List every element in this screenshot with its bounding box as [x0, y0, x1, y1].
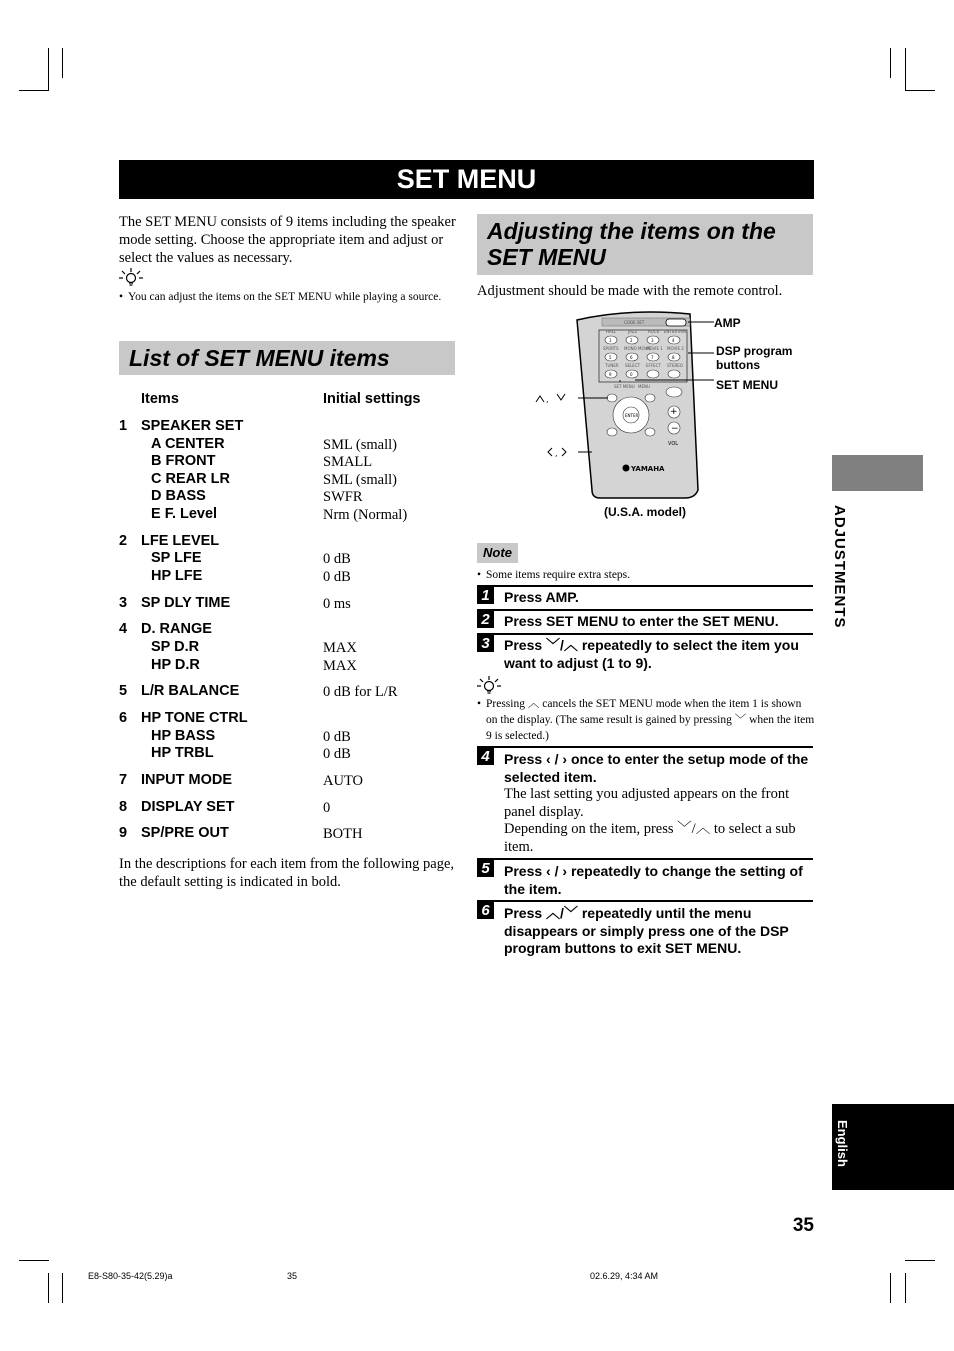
step-divider: [477, 900, 813, 902]
language-tab: [832, 1104, 954, 1190]
table-row: [0, 533, 455, 550]
table-row: [0, 799, 455, 816]
footer-timestamp: 02.6.29, 4:34 AM: [590, 1271, 659, 1281]
item-label: C REAR LR: [151, 471, 230, 487]
step-divider: [477, 746, 813, 748]
svg-text:TUNER: TUNER: [605, 363, 619, 368]
tip-2-post: when the item 9 is selected.): [486, 714, 815, 742]
tip-2-mid: cancels the SET MENU mode when the item 1 is shown on the display. (The same result is gained by pressing: [486, 698, 802, 726]
table-row: [0, 772, 455, 789]
table-row: [0, 488, 455, 505]
adjust-intro: Adjustment should be made with the remote control.: [477, 283, 783, 299]
crop-mark: [48, 1273, 49, 1303]
step-divider: [477, 858, 813, 860]
step-4-text: [504, 751, 814, 856]
item-label: INPUT MODE: [141, 772, 233, 788]
step-1-number: 1: [477, 587, 494, 604]
item-initial-value: 0 dB: [323, 746, 351, 762]
left-right-arrows-icon: ‹ / ›: [546, 863, 568, 879]
item-number: 3: [119, 595, 128, 611]
svg-text:STEREO: STEREO: [667, 363, 683, 368]
item-label: HP LFE: [151, 568, 203, 584]
intro-text: The SET MENU consists of 9 items including the speaker mode setting. Choose the appropriate item and adjust or select the values as necessary.: [119, 214, 456, 266]
step-4-detail-1: The last setting you adjusted appears on the front panel display.: [504, 786, 790, 820]
step-3-number: 3: [477, 635, 494, 652]
closing-text: In the descriptions for each item from the following page, the default setting is indicated in bold.: [119, 856, 455, 890]
item-initial-value: AUTO: [323, 773, 364, 789]
crop-mark: [19, 1260, 49, 1261]
svg-text:9: 9: [609, 372, 612, 377]
crop-mark: [19, 90, 49, 91]
item-label: HP TONE CTRL: [141, 710, 248, 726]
item-initial-value: 0 dB for L/R: [323, 684, 398, 700]
down-up-arrows-icon: ﹀/︿: [546, 637, 578, 653]
table-row: [0, 710, 455, 727]
step-4-post: once to enter the setup mode of the selected item.: [504, 751, 809, 785]
table-row: [0, 639, 455, 656]
item-label: HP D.R: [151, 657, 200, 673]
intro-tip: • You can adjust the items on the SET MENU while playing a source.: [119, 289, 459, 305]
item-label: HP BASS: [151, 728, 216, 744]
svg-text:ENTER: ENTER: [625, 413, 639, 418]
crop-mark: [905, 48, 906, 90]
svg-text:JAZZ: JAZZ: [628, 329, 638, 334]
item-number: 2: [119, 533, 128, 549]
callout-dsp-buttons: DSP program buttons: [716, 344, 793, 372]
table-row: [0, 825, 455, 842]
col-initial-header: Initial settings: [323, 391, 421, 407]
svg-text:MOVIE 2: MOVIE 2: [667, 346, 684, 351]
svg-text:MONO MOVIE: MONO MOVIE: [624, 346, 651, 351]
language-tab-label: English: [835, 1120, 850, 1167]
item-label: LFE LEVEL: [141, 533, 220, 549]
svg-text:MOVIE 1: MOVIE 1: [646, 346, 663, 351]
item-initial-value: SML (small): [323, 472, 397, 488]
svg-text:3: 3: [651, 338, 654, 343]
item-label: SPEAKER SET: [141, 418, 244, 434]
svg-text:,: ,: [555, 449, 558, 458]
table-row: [0, 683, 455, 700]
svg-text:,: ,: [546, 395, 549, 404]
table-row: [0, 595, 455, 612]
svg-text:SPORTS: SPORTS: [603, 346, 619, 351]
step-4-pre: Press: [504, 751, 543, 767]
table-row: [0, 506, 455, 523]
svg-text:4: 4: [672, 338, 675, 343]
step-5-text: [504, 863, 814, 898]
svg-text:CODE SET: CODE SET: [624, 320, 645, 325]
page-title: SET MENU: [119, 160, 814, 199]
item-initial-value: SML (small): [323, 437, 397, 453]
item-number: 8: [119, 799, 128, 815]
svg-text:SET MENU: SET MENU: [614, 384, 635, 389]
footer-page: 35: [287, 1271, 298, 1281]
svg-text:HALL: HALL: [606, 329, 617, 334]
page-number: 35: [792, 1215, 814, 1236]
crop-mark: [905, 1260, 935, 1261]
crop-mark: [905, 90, 935, 91]
step-6-text: [504, 905, 814, 958]
step-4-detail-2-post: to select a sub item.: [504, 821, 796, 855]
item-number: 5: [119, 683, 128, 699]
crop-mark: [62, 48, 63, 78]
svg-text:1: 1: [609, 338, 612, 343]
svg-text:+: +: [670, 407, 678, 417]
item-label: SP/PRE OUT: [141, 825, 229, 841]
item-initial-value: MAX: [323, 640, 357, 656]
table-row: [0, 621, 455, 638]
svg-text:6: 6: [630, 355, 633, 360]
step-divider: [477, 633, 813, 635]
step-1-text: Press AMP.: [504, 589, 579, 605]
item-initial-value: 0 dB: [323, 569, 351, 585]
item-number: 6: [119, 710, 128, 726]
step-4-detail-2-pre: Depending on the item, press: [504, 821, 674, 837]
table-row: [0, 550, 455, 567]
item-initial-value: 0: [323, 800, 331, 816]
svg-text:SELECT: SELECT: [625, 363, 641, 368]
item-label: DISPLAY SET: [141, 799, 235, 815]
svg-text:8: 8: [672, 355, 675, 360]
item-initial-value: 0 ms: [323, 596, 351, 612]
crop-mark: [48, 48, 49, 90]
remote-vol-label: VOL: [668, 441, 679, 447]
step-4-number: 4: [477, 748, 494, 765]
tip-2-pre: Pressing: [486, 698, 525, 710]
svg-text:2: 2: [630, 338, 633, 343]
item-initial-value: BOTH: [323, 826, 363, 842]
crop-mark: [905, 1273, 906, 1303]
table-row: [0, 657, 455, 674]
item-label: D. RANGE: [141, 621, 212, 637]
remote-control-illustration: [530, 308, 820, 530]
item-label: A CENTER: [151, 436, 225, 452]
list-heading: List of SET MENU items: [119, 341, 455, 375]
step-6-post: repeatedly until the menu disappears or simply press one of the DSP program buttons to exit SET MENU.: [504, 905, 789, 956]
down-arrow-icon: ﹀: [734, 714, 747, 726]
svg-text:5: 5: [609, 355, 612, 360]
table-row: [0, 728, 455, 745]
side-tab-adjustments: ADJUSTMENTS: [831, 505, 848, 629]
item-label: L/R BALANCE: [141, 683, 240, 699]
item-label: SP DLY TIME: [141, 595, 231, 611]
adjust-heading: Adjusting the items on the SET MENU: [477, 214, 813, 275]
item-initial-value: SWFR: [323, 489, 363, 505]
step-divider: [477, 609, 813, 611]
table-row: [0, 453, 455, 470]
svg-text:7: 7: [651, 355, 654, 360]
item-label: SP D.R: [151, 639, 200, 655]
remote-caption: (U.S.A. model): [604, 505, 687, 519]
note-item: • Some items require extra steps.: [477, 567, 813, 583]
crop-mark: [890, 1273, 891, 1303]
item-initial-value: MAX: [323, 658, 357, 674]
step-4-detail-2: [504, 821, 814, 856]
table-row: [0, 436, 455, 453]
note-label: Note: [477, 543, 518, 563]
table-row: [0, 471, 455, 488]
step-2-text: Press SET MENU to enter the SET MENU.: [504, 613, 779, 629]
section-tab-marker: [832, 455, 923, 491]
callout-set-menu: SET MENU: [716, 378, 779, 392]
item-label: SP LFE: [151, 550, 202, 566]
crop-mark: [890, 48, 891, 78]
item-label: D BASS: [151, 488, 206, 504]
down-up-arrows-icon: ﹀/︿: [677, 821, 711, 837]
step-5-number: 5: [477, 860, 494, 877]
item-initial-value: 0 dB: [323, 729, 351, 745]
item-initial-value: Nrm (Normal): [323, 507, 408, 523]
svg-text:−: −: [671, 424, 679, 434]
svg-text:ROCK: ROCK: [648, 329, 660, 334]
crop-mark: [62, 1273, 63, 1303]
step-5-pre: Press: [504, 863, 543, 879]
svg-text:0: 0: [630, 372, 633, 377]
col-items-header: Items: [141, 391, 179, 407]
step-3-pre: Press: [504, 637, 543, 653]
up-arrow-icon: ︿: [527, 698, 540, 710]
step-6-pre: Press: [504, 905, 543, 921]
callout-amp: AMP: [714, 316, 741, 330]
tip-icon: [477, 676, 501, 694]
item-initial-value: SMALL: [323, 454, 373, 470]
step-6-number: 6: [477, 902, 494, 919]
step-divider: [477, 585, 813, 587]
table-row: [0, 418, 455, 435]
step-5-post: repeatedly to change the setting of the item.: [504, 863, 803, 897]
item-label: HP TRBL: [151, 745, 214, 761]
remote-brand: YAMAHA: [631, 465, 665, 473]
item-number: 7: [119, 772, 128, 788]
step-3-post: repeatedly to select the item you want to adjust (1 to 9).: [504, 637, 799, 671]
svg-text:ENTERTAIN: ENTERTAIN: [664, 329, 687, 334]
tip-2: • Pressing ︿ cancels the SET MENU mode when the item 1 is shown on the display. (The same result is gained by pressing ﹀ when the item 9 is selected.): [477, 698, 815, 742]
step-2-number: 2: [477, 611, 494, 628]
svg-text:EFFECT: EFFECT: [646, 363, 661, 368]
item-label: B FRONT: [151, 453, 216, 469]
footer-file: E8-S80-35-42(5.29)a: [88, 1271, 173, 1281]
note-text: Some items require extra steps.: [486, 569, 631, 581]
svg-text:MENU: MENU: [638, 384, 650, 389]
item-number: 9: [119, 825, 128, 841]
tip-icon: [119, 268, 143, 286]
up-down-arrows-icon: ︿/﹀: [546, 905, 578, 921]
intro-tip-text: You can adjust the items on the SET MENU while playing a source.: [128, 291, 442, 303]
step-3-text: [504, 637, 814, 672]
item-label: E F. Level: [151, 506, 218, 522]
table-row: [0, 568, 455, 585]
item-number: 4: [119, 621, 128, 637]
left-right-arrows-icon: ‹ / ›: [546, 751, 568, 767]
table-row: [0, 745, 455, 762]
item-number: 1: [119, 418, 128, 434]
item-initial-value: 0 dB: [323, 551, 351, 567]
